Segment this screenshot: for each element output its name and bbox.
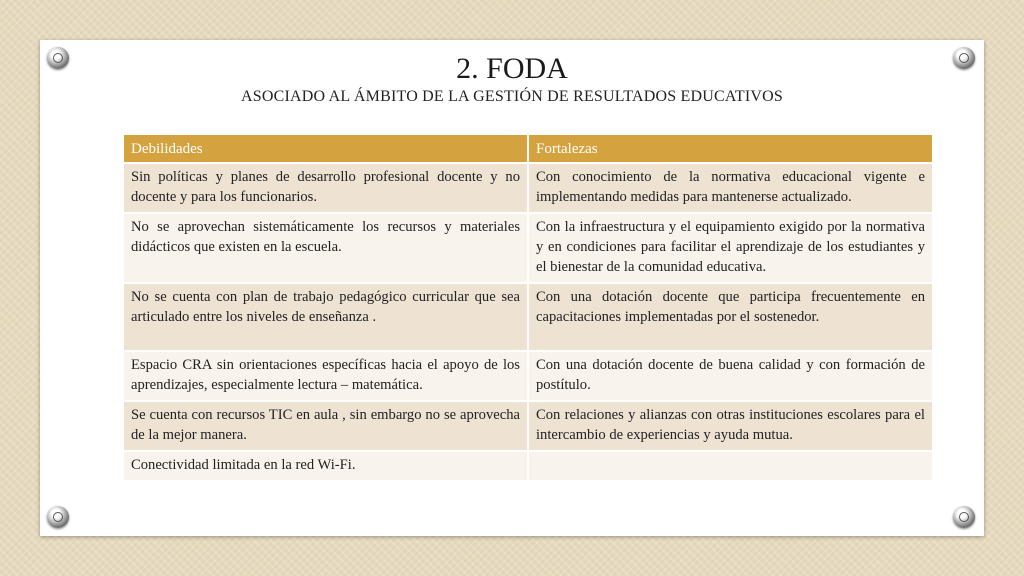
fortaleza-cell: Con una dotación docente que participa frecuentemente en capacitaciones implementadas por el sostenedor. <box>529 284 932 350</box>
table-row <box>124 352 932 400</box>
debilidad-cell: Conectividad limitada en la red Wi-Fi. <box>124 452 527 480</box>
pushpin-icon <box>953 506 975 528</box>
header-debilidades: Debilidades <box>124 135 527 162</box>
pushpin-icon <box>47 506 69 528</box>
fortaleza-cell: Con relaciones y alianzas con otras instituciones escolares para el intercambio de experiencias y ayuda mutua. <box>529 402 932 450</box>
table-row <box>124 214 932 282</box>
debilidad-cell: Espacio CRA sin orientaciones específicas hacia el apoyo de los aprendizajes, especialmente lectura – matemática. <box>124 352 527 400</box>
debilidad-cell: No se aprovechan sistemáticamente los recursos y materiales didácticos que existen en la escuela. <box>124 214 527 282</box>
foda-table <box>122 133 934 482</box>
slide-title: 2. FODA <box>456 52 568 85</box>
debilidad-cell: No se cuenta con plan de trabajo pedagógico curricular que sea articulado entre los niveles de enseñanza . <box>124 284 527 350</box>
table-header-row <box>124 135 932 162</box>
fortaleza-cell: Con una dotación docente de buena calidad y con formación de postítulo. <box>529 352 932 400</box>
debilidad-cell: Se cuenta con recursos TIC en aula , sin embargo no se aprovecha de la mejor manera. <box>124 402 527 450</box>
table-row <box>124 402 932 450</box>
fortaleza-cell <box>529 452 932 480</box>
header-fortalezas: Fortalezas <box>529 135 932 162</box>
debilidad-cell: Sin políticas y planes de desarrollo profesional docente y no docente y para los funcionarios. <box>124 164 527 212</box>
table-row <box>124 164 932 212</box>
table-row <box>124 452 932 480</box>
fortaleza-cell: Con conocimiento de la normativa educacional vigente e implementando medidas para mantenerse actualizado. <box>529 164 932 212</box>
fortaleza-cell: Con la infraestructura y el equipamiento exigido por la normativa y en condiciones para facilitar el aprendizaje de los estudiantes y el bienestar de la comunidad educativa. <box>529 214 932 282</box>
slide-subtitle: ASOCIADO AL ÁMBITO DE LA GESTIÓN DE RESULTADOS EDUCATIVOS <box>241 88 783 105</box>
table-row <box>124 284 932 350</box>
